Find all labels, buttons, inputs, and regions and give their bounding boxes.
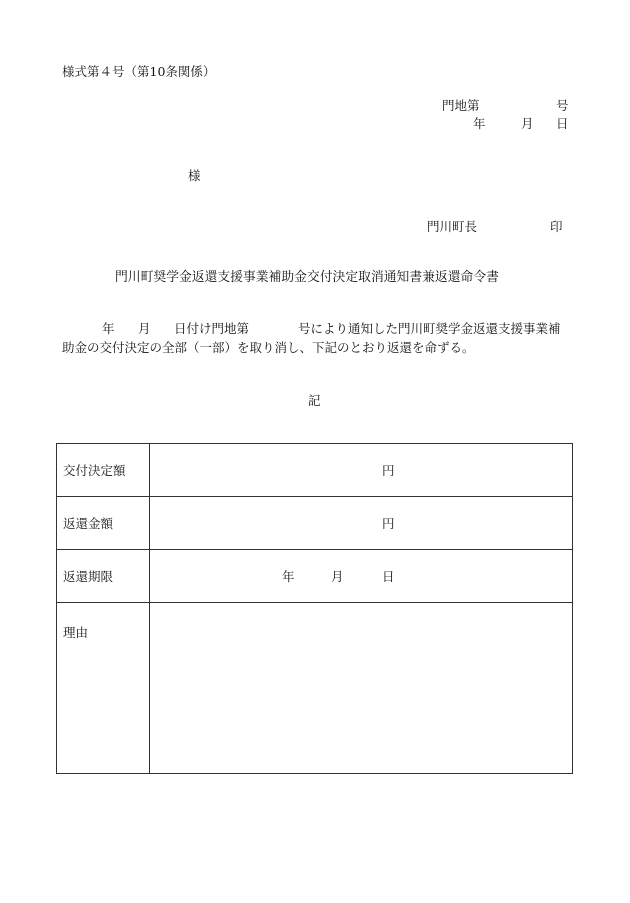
grant-amount-field[interactable] bbox=[150, 444, 573, 497]
table-row bbox=[57, 497, 573, 550]
table-row bbox=[57, 550, 573, 603]
body-paragraph-line-2: 助金の交付決定の全部（一部）を取り消し、下記のとおり返還を命ずる。 bbox=[62, 340, 475, 355]
form-number-label: 様式第４号（第10条関係） bbox=[62, 64, 216, 79]
repayment-deadline-label: 返還期限 bbox=[57, 550, 150, 603]
issue-date-day: 日 bbox=[556, 116, 569, 131]
document-number-prefix: 門地第 bbox=[442, 98, 480, 113]
issue-date-year: 年 bbox=[473, 116, 486, 131]
body-year: 年 bbox=[102, 321, 115, 336]
grant-amount-unit: 円 bbox=[382, 463, 395, 478]
table-row bbox=[57, 444, 573, 497]
document-title: 門川町奨学金返還支援事業補助金交付決定取消通知書兼返還命令書 bbox=[115, 270, 499, 285]
repayment-amount-field[interactable] bbox=[150, 497, 573, 550]
body-day-reference: 日付け門地第 bbox=[174, 321, 250, 336]
grant-amount-label: 交付決定額 bbox=[57, 444, 150, 497]
deadline-month: 月 bbox=[331, 569, 344, 584]
seal-mark: 印 bbox=[550, 219, 563, 234]
issuer-title: 門川町長 bbox=[427, 219, 478, 234]
deadline-day: 日 bbox=[382, 569, 395, 584]
document-number-suffix: 号 bbox=[556, 98, 569, 113]
repayment-amount-unit: 円 bbox=[382, 516, 395, 531]
details-table bbox=[56, 443, 573, 774]
ki-heading: 記 bbox=[308, 393, 321, 408]
repayment-deadline-field[interactable] bbox=[150, 550, 573, 603]
table-row bbox=[57, 603, 573, 774]
reason-label: 理由 bbox=[57, 603, 150, 774]
addressee-honorific: 様 bbox=[188, 168, 201, 183]
body-line-1-rest: 号により通知した門川町奨学金返還支援事業補 bbox=[298, 321, 561, 336]
issue-date-month: 月 bbox=[521, 116, 534, 131]
deadline-year: 年 bbox=[282, 569, 295, 584]
reason-field[interactable] bbox=[150, 603, 573, 774]
repayment-amount-label: 返還金額 bbox=[57, 497, 150, 550]
body-month: 月 bbox=[138, 321, 151, 336]
